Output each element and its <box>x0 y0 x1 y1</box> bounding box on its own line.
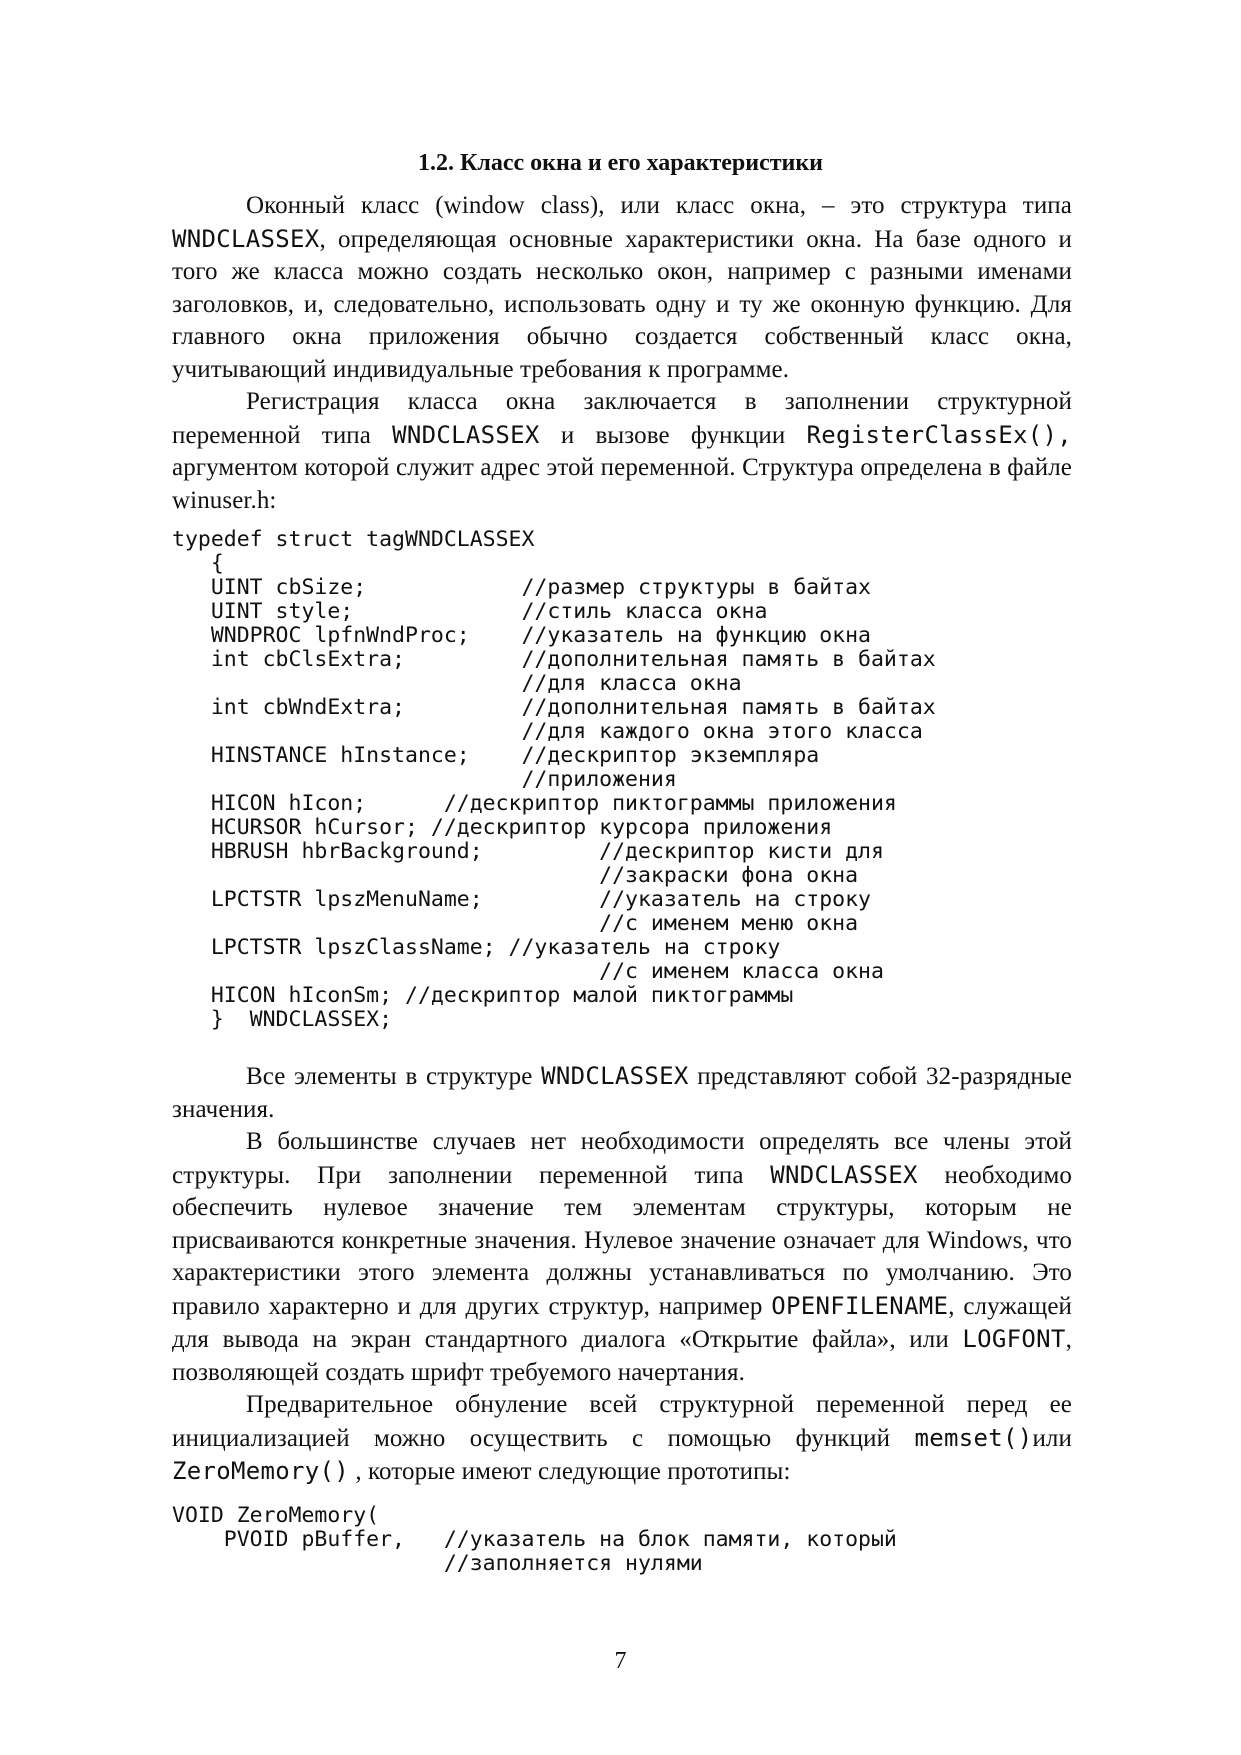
code-line: //заполняется нулями <box>172 1551 703 1576</box>
code-line: //закраски фона окна <box>172 863 859 888</box>
code-term: RegisterClassEx(), <box>806 420 1072 449</box>
text: представляют собой 32-разрядные значения. <box>172 1063 1072 1123</box>
code-line: HICON hIconSm; //дескриптор малой пиктограммы <box>172 983 794 1008</box>
code-line: HBRUSH hbrBackground; //дескриптор кисти для <box>172 839 884 864</box>
paragraph-32bit <box>172 1060 1072 1126</box>
text: Регистрация класса окна заключается в заполнении структурной переменной типа <box>172 388 1072 449</box>
text-block-2 <box>172 1060 1072 1489</box>
code-term: ZeroMemory() <box>172 1457 349 1485</box>
code-term: WNDCLASSEX <box>392 420 540 449</box>
paragraph-window-class <box>172 190 1072 386</box>
code-line: HINSTANCE hInstance; //дескриптор экземпляра <box>172 743 820 768</box>
code-line: int cbClsExtra; //дополнительная память в байтах <box>172 647 936 672</box>
code-block-wndclassex <box>172 528 936 1032</box>
text: Предварительное обнуление всей структурной переменной перед ее инициализацией можно осуществить с помощью функций <box>172 1391 1072 1452</box>
code-term: memset() <box>914 1423 1033 1452</box>
text: или <box>1032 1424 1072 1452</box>
code-line: //для каждого окна этого класса <box>172 719 923 744</box>
text: , служащей для вывода на экран стандартного диалога «Открытие файла», или <box>172 1292 1072 1353</box>
code-term: OPENFILENAME <box>771 1291 949 1320</box>
code-line: UINT cbSize; //размер структуры в байтах <box>172 575 871 600</box>
page-number: 7 <box>614 1648 627 1674</box>
code-line: LPCTSTR lpszClassName; //указатель на строку <box>172 935 781 960</box>
code-line: VOID ZeroMemory( <box>172 1503 380 1528</box>
code-term: WNDCLASSEX <box>541 1062 689 1090</box>
text: , которые имеют следующие прототипы: <box>349 1458 791 1485</box>
code-term: WNDCLASSEX <box>770 1160 918 1189</box>
code-line: } WNDCLASSEX; <box>172 1007 393 1032</box>
code-line: UINT style; //стиль класса окна <box>172 599 768 624</box>
code-line: int cbWndExtra; //дополнительная память в байтах <box>172 695 936 720</box>
code-line: LPCTSTR lpszMenuName; //указатель на строку <box>172 887 871 912</box>
code-line: //с именем меню окна <box>172 911 859 936</box>
text: Оконный класс (window class), или класс окна, – это структура типа <box>246 192 1072 219</box>
text: необходимо обеспечить нулевое значение тем элементам структуры, которым не присваиваются конкретные значения. Нулевое значение означает для Windows, что характеристики этого элемента должны устанавливаться по умолчанию. Это правило характерно и для других структур, например <box>172 1161 1072 1320</box>
code-line: HICON hIcon; //дескриптор пиктограммы приложения <box>172 791 897 816</box>
text: и вызове функции <box>539 421 807 449</box>
code-term: WNDCLASSEX <box>172 224 320 253</box>
code-line: //приложения <box>172 767 677 792</box>
code-block-zeromemory <box>172 1504 897 1576</box>
text: , позволяющей создать шрифт требуемого начертания. <box>172 1326 1072 1386</box>
code-line: //с именем класса окна <box>172 959 884 984</box>
code-term: LOGFONT <box>962 1325 1066 1353</box>
paragraph-zero-values <box>172 1126 1072 1389</box>
text: В большинстве случаев нет необходимости определять все члены этой структуры. При заполнении переменной типа <box>172 1128 1072 1189</box>
code-line: typedef struct tagWNDCLASSEX <box>172 527 535 552</box>
code-line: WNDPROC lpfnWndProc; //указатель на функцию окна <box>172 623 871 648</box>
paragraph-zeromemory <box>172 1389 1072 1489</box>
section-title: 1.2. Класс окна и его характеристики <box>417 150 823 176</box>
text: аргументом которой служит адрес этой переменной. Структура определена в файле winuser.h: <box>172 454 1072 514</box>
text: , определяющая основные характеристики окна. На базе одного и того же класса можно создать несколько окон, например с разными именами заголовков, и, следовательно, использовать одну и ту же оконную функцию. Для главного окна приложения обычно создается собственный класс окна, учитывающий индивидуальные требования к программе. <box>172 225 1072 383</box>
code-line: PVOID pBuffer, //указатель на блок памяти, который <box>172 1527 897 1552</box>
code-line: //для класса окна <box>172 671 742 696</box>
text-block-1 <box>172 190 1072 517</box>
code-line: HCURSOR hCursor; //дескриптор курсора приложения <box>172 815 833 840</box>
text: Все элементы в структуре <box>246 1063 542 1090</box>
paragraph-registration <box>172 386 1072 517</box>
code-line: { <box>172 551 224 576</box>
